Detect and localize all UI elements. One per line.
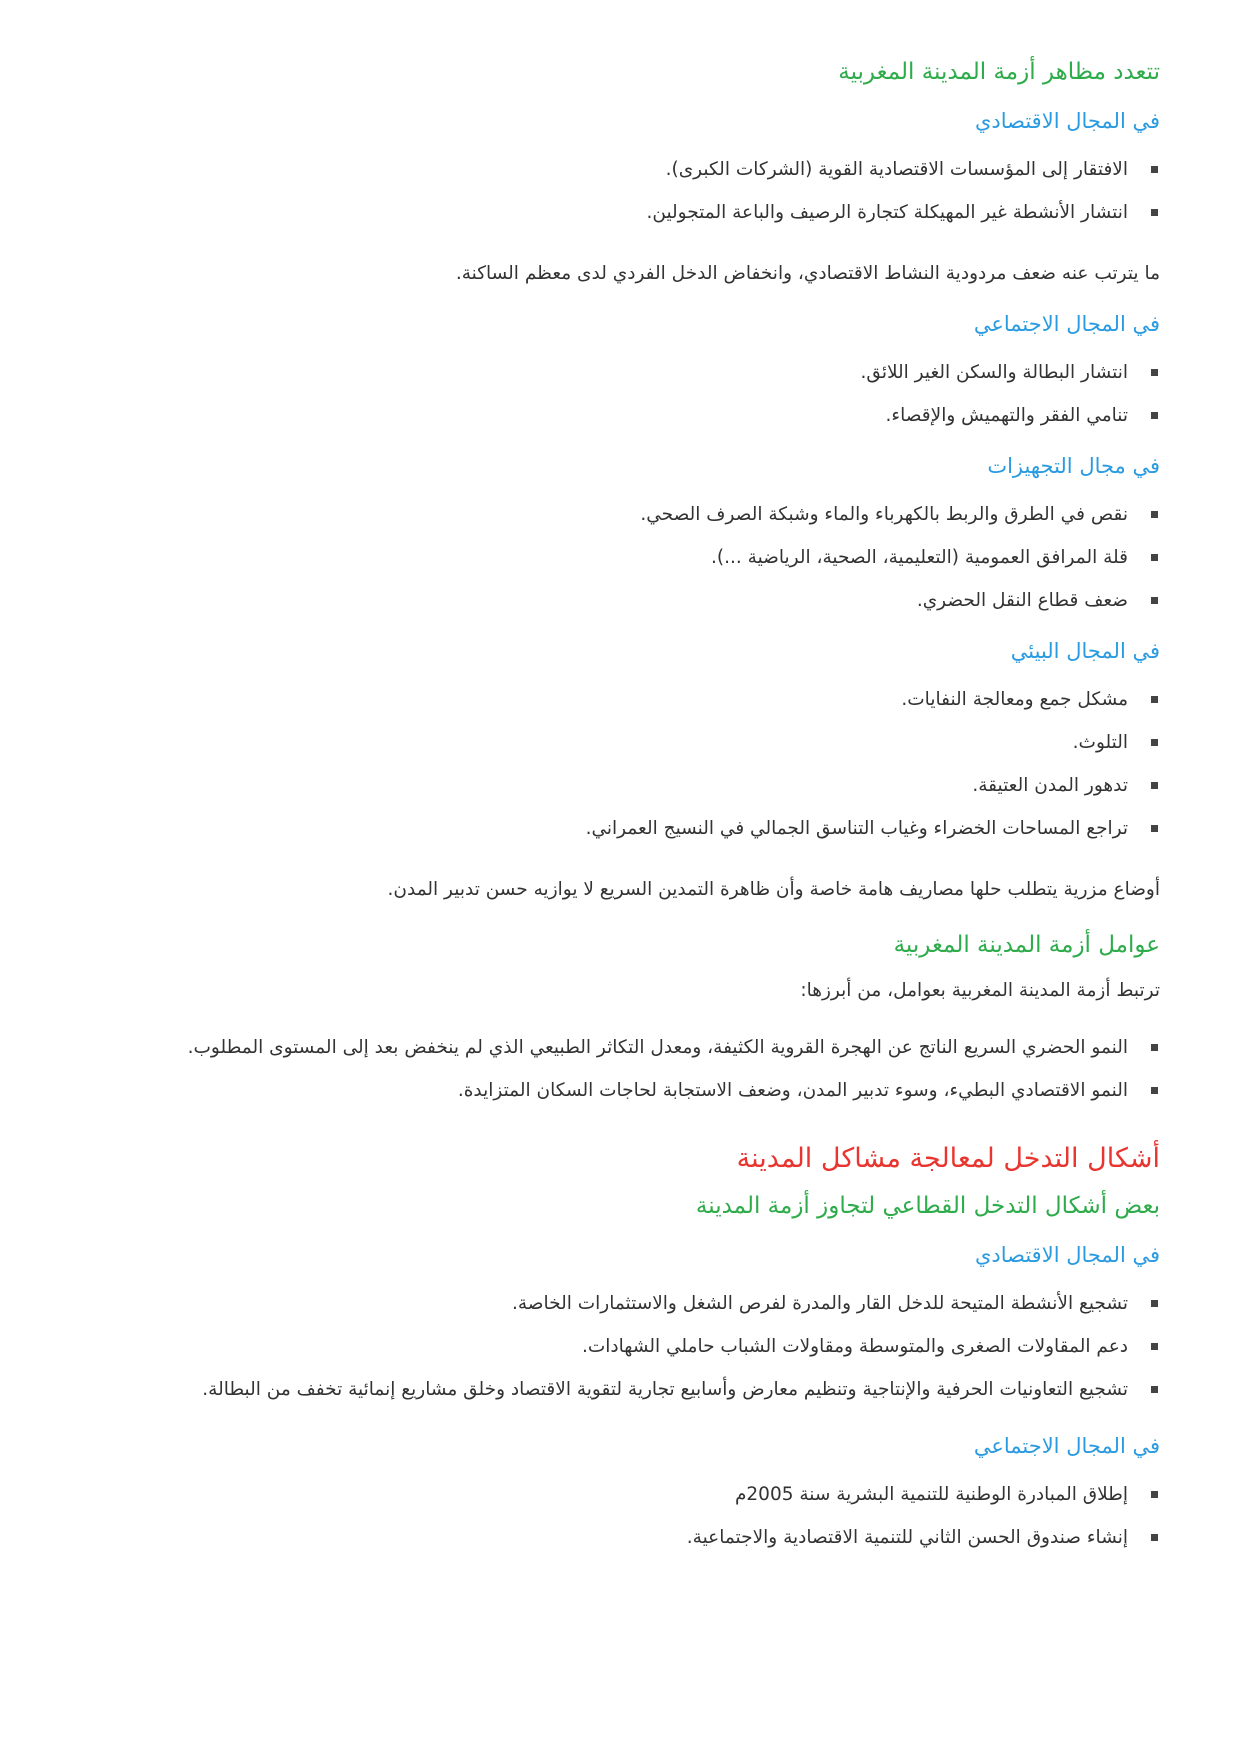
list-economic [60,148,1160,234]
square-bullet-icon [1151,1087,1158,1094]
square-bullet-icon [1151,166,1158,173]
factors-intro: ترتبط أزمة المدينة المغربية بعوامل، من أبرزها: [800,980,1160,1001]
square-bullet-icon [1151,1386,1158,1393]
list-environment [60,678,1160,850]
list-item: تشجيع التعاونيات الحرفية والإنتاجية وتنظيم معارض وأسابيع تجارية لتقوية الاقتصاد وخلق مشاريع إنمائية تخفف من البطالة. [60,1368,1160,1411]
list-intervention-economic [60,1282,1160,1411]
list-item: التلوث. [60,721,1160,764]
square-bullet-icon [1151,1044,1158,1051]
list-item: تراجع المساحات الخضراء وغياب التناسق الجمالي في النسيج العمراني. [60,807,1160,850]
square-bullet-icon [1151,739,1158,746]
list-item: انتشار الأنشطة غير المهيكلة كتجارة الرصيف والباعة المتجولين. [60,191,1160,234]
section-title-intervention: أشكال التدخل لمعالجة مشاكل المدينة [736,1143,1160,1174]
list-item: النمو الاقتصادي البطيء، وسوء تدبير المدن، وضعف الاستجابة لحاجات السكان المتزايدة. [60,1069,1160,1112]
square-bullet-icon [1151,554,1158,561]
list-item: النمو الحضري السريع الناتج عن الهجرة القروية الكثيفة، ومعدل التكاثر الطبيعي الذي لم ينخفض بعد إلى المستوى المطلوب. [60,1026,1160,1069]
section-title-manifestations: تتعدد مظاهر أزمة المدينة المغربية [838,59,1160,85]
list-item: تشجيع الأنشطة المتيحة للدخل القار والمدرة لفرص الشغل والاستثمارات الخاصة. [60,1282,1160,1325]
list-item: انتشار البطالة والسكن الغير اللائق. [60,351,1160,394]
square-bullet-icon [1151,1491,1158,1498]
square-bullet-icon [1151,782,1158,789]
square-bullet-icon [1151,1300,1158,1307]
list-social [60,351,1160,437]
square-bullet-icon [1151,369,1158,376]
list-factors [60,1026,1160,1112]
section-subtitle-intervention: بعض أشكال التدخل القطاعي لتجاوز أزمة المدينة [695,1193,1160,1219]
heading-equipment: في مجال التجهيزات [987,454,1160,478]
square-bullet-icon [1151,597,1158,604]
list-equipment [60,493,1160,622]
heading-environment: في المجال البيئي [1010,639,1160,663]
list-item: دعم المقاولات الصغرى والمتوسطة ومقاولات الشباب حاملي الشهادات. [60,1325,1160,1368]
square-bullet-icon [1151,696,1158,703]
square-bullet-icon [1151,1343,1158,1350]
square-bullet-icon [1151,1534,1158,1541]
square-bullet-icon [1151,511,1158,518]
heading-intervention-social: في المجال الاجتماعي [973,1434,1160,1458]
list-intervention-social [60,1473,1160,1559]
list-item: تدهور المدن العتيقة. [60,764,1160,807]
list-item: ضعف قطاع النقل الحضري. [60,579,1160,622]
section-title-factors: عوامل أزمة المدينة المغربية [893,932,1160,958]
economic-note: ما يترتب عنه ضعف مردودية النشاط الاقتصادي، وانخفاض الدخل الفردي لدى معظم الساكنة. [455,263,1160,284]
list-item: قلة المرافق العمومية (التعليمية، الصحية، الرياضية ...). [60,536,1160,579]
list-item: الافتقار إلى المؤسسات الاقتصادية القوية (الشركات الكبرى). [60,148,1160,191]
list-item: إنشاء صندوق الحسن الثاني للتنمية الاقتصادية والاجتماعية. [60,1516,1160,1559]
square-bullet-icon [1151,209,1158,216]
heading-economic: في المجال الاقتصادي [974,109,1160,133]
list-item: إطلاق المبادرة الوطنية للتنمية البشرية سنة 2005م [60,1473,1160,1516]
heading-social: في المجال الاجتماعي [973,312,1160,336]
heading-intervention-economic: في المجال الاقتصادي [974,1243,1160,1267]
square-bullet-icon [1151,412,1158,419]
list-item: مشكل جمع ومعالجة النفايات. [60,678,1160,721]
list-item: تنامي الفقر والتهميش والإقصاء. [60,394,1160,437]
list-item: نقص في الطرق والربط بالكهرباء والماء وشبكة الصرف الصحي. [60,493,1160,536]
square-bullet-icon [1151,825,1158,832]
environment-note: أوضاع مزرية يتطلب حلها مصاريف هامة خاصة وأن ظاهرة التمدين السريع لا يوازيه حسن تدبير المدن. [387,879,1160,900]
